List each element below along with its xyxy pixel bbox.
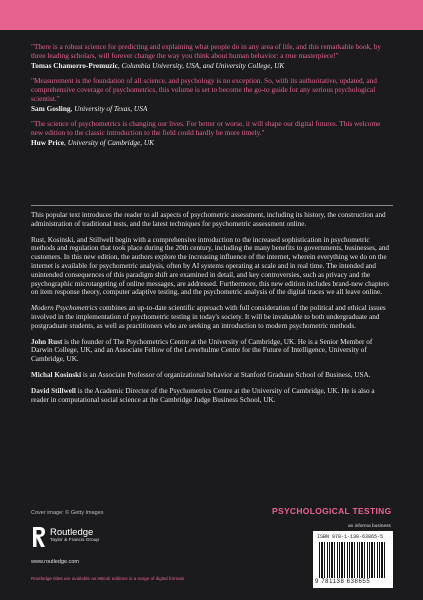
description-text: combines an up-to-date scientific approach with full consideration of the political and ethical issues involved in the implementation of psychometric testing in today's society. It will be invaluable to both undergraduate and postgraduate students, as well as practitioners who are seeking an introduction to modern psychometric methods. xyxy=(31,304,386,330)
routledge-logo-icon xyxy=(31,526,47,548)
endorsement-attribution: Tomas Chamorro-Premuzic, Columbia University, USA, and University College, UK xyxy=(31,61,285,70)
publisher-name: Routledge xyxy=(50,527,94,538)
ebook-note: Routledge titles are available as eBook editions in a range of digital formats xyxy=(31,576,185,581)
book-description xyxy=(31,211,393,411)
top-accent-bar xyxy=(0,0,423,30)
endorsement-text: "Measurement is the foundation of all science, and psychology is no exception. So, with its authoritative, updated, and comprehensive coverage of psychometrics, this volume is set to become the go-to guide for any serious psychological scientist." xyxy=(31,76,377,103)
endorser-affiliation: University of Texas, USA xyxy=(74,104,148,113)
description-paragraph: Rust, Kosinski, and Stillwell begin with a comprehensive introduction to the increased sophistication in psychometric methods and regulation that took place during the 20th century, including the many benefits to governments, businesses, and customers. In this new edition, the authors explore the increasing influence of the internet, wherein everything we do on the internet is available for psychometric analysis, often by AI systems operating at scale and in real time. The intended and unintended consequences of this paradigm shift are examined in detail, and key controversies, such as privacy and the psychographic microtargeting of online messages, are addressed. Furthermore, this new edition includes brand-new chapters on item response theory, computer adaptive testing, and the psychometric analysis of the digital traces we all leave online. xyxy=(31,235,390,297)
subject-category: PSYCHOLOGICAL TESTING xyxy=(272,506,392,516)
isbn-label: ISBN 978-1-138-63865-5 xyxy=(317,534,384,540)
author-bio xyxy=(31,371,393,380)
endorser-name: Huw Price xyxy=(31,138,65,147)
endorsements xyxy=(31,42,391,153)
author-bio-text: is the Academic Director of the Psychometrics Centre at the University of Cambridge, UK. He is also a reader in computational social science at the Cambridge Judge Business School, UK. xyxy=(31,386,375,404)
author-bio-text: is the founder of The Psychometrics Centre at the University of Cambridge, UK. He is a Senior Member of Darwin College, UK, and an Associate Fellow of the Leverhulme Centre for the Future of Intelligence, University of Cambridge, UK. xyxy=(31,337,373,364)
description-paragraph xyxy=(31,304,393,330)
publisher-logo xyxy=(31,524,151,554)
cover-credit: Cover image: © Getty Images xyxy=(31,510,104,516)
publisher-tagline: Taylor & Francis Group xyxy=(50,538,100,543)
description-paragraph: This popular text introduces the reader to all aspects of psychometric assessment, including its history, the construction and administration of traditional tests, and the latest techniques for psychometric assessment online. xyxy=(31,211,386,228)
endorsement-1 xyxy=(31,42,391,70)
endorsement-2 xyxy=(31,76,391,113)
author-bio xyxy=(31,338,393,364)
author-bio-text: is an Associate Professor of organizational behavior at Stanford Graduate School of Business, USA. xyxy=(81,370,371,379)
endorser-affiliation: University of Cambridge, UK xyxy=(67,138,155,147)
author-name: David Stillwell xyxy=(31,386,76,395)
author-name: John Rust xyxy=(31,337,63,346)
endorsement-attribution: Huw Price, University of Cambridge, UK xyxy=(31,138,155,147)
section-divider xyxy=(31,205,393,206)
book-title: Modern Psychometrics xyxy=(31,304,98,313)
endorsement-text: "The science of psychometrics is changing our lives. For better or worse, it will shape our digital futures. This welcome new edition to the classic introduction to the field could hardly be more timely." xyxy=(31,119,381,137)
publisher-website[interactable]: www.routledge.com xyxy=(31,559,79,565)
endorser-name: Tomas Chamorro-Premuzic xyxy=(31,61,118,70)
author-bio xyxy=(31,387,393,405)
barcode xyxy=(313,531,393,588)
endorsement-attribution: Sam Gosling, University of Texas, USA xyxy=(31,104,148,113)
author-name: Michal Kosinski xyxy=(31,370,82,379)
endorser-name: Sam Gosling xyxy=(31,104,71,113)
barcode-number: 9 781138 638655 xyxy=(315,579,371,585)
endorser-affiliation: Columbia University, USA, and University College, UK xyxy=(121,61,285,70)
informa-label: an informa business xyxy=(348,524,391,529)
barcode-icon xyxy=(319,542,387,578)
endorsement-3 xyxy=(31,119,391,147)
endorsement-text: "There is a robust science for predicting and explaining what people do in any area of life, and this remarkable book, by three leading scholars, will forever change the way you think about human behavior: a true masterpiece!" xyxy=(31,42,382,60)
